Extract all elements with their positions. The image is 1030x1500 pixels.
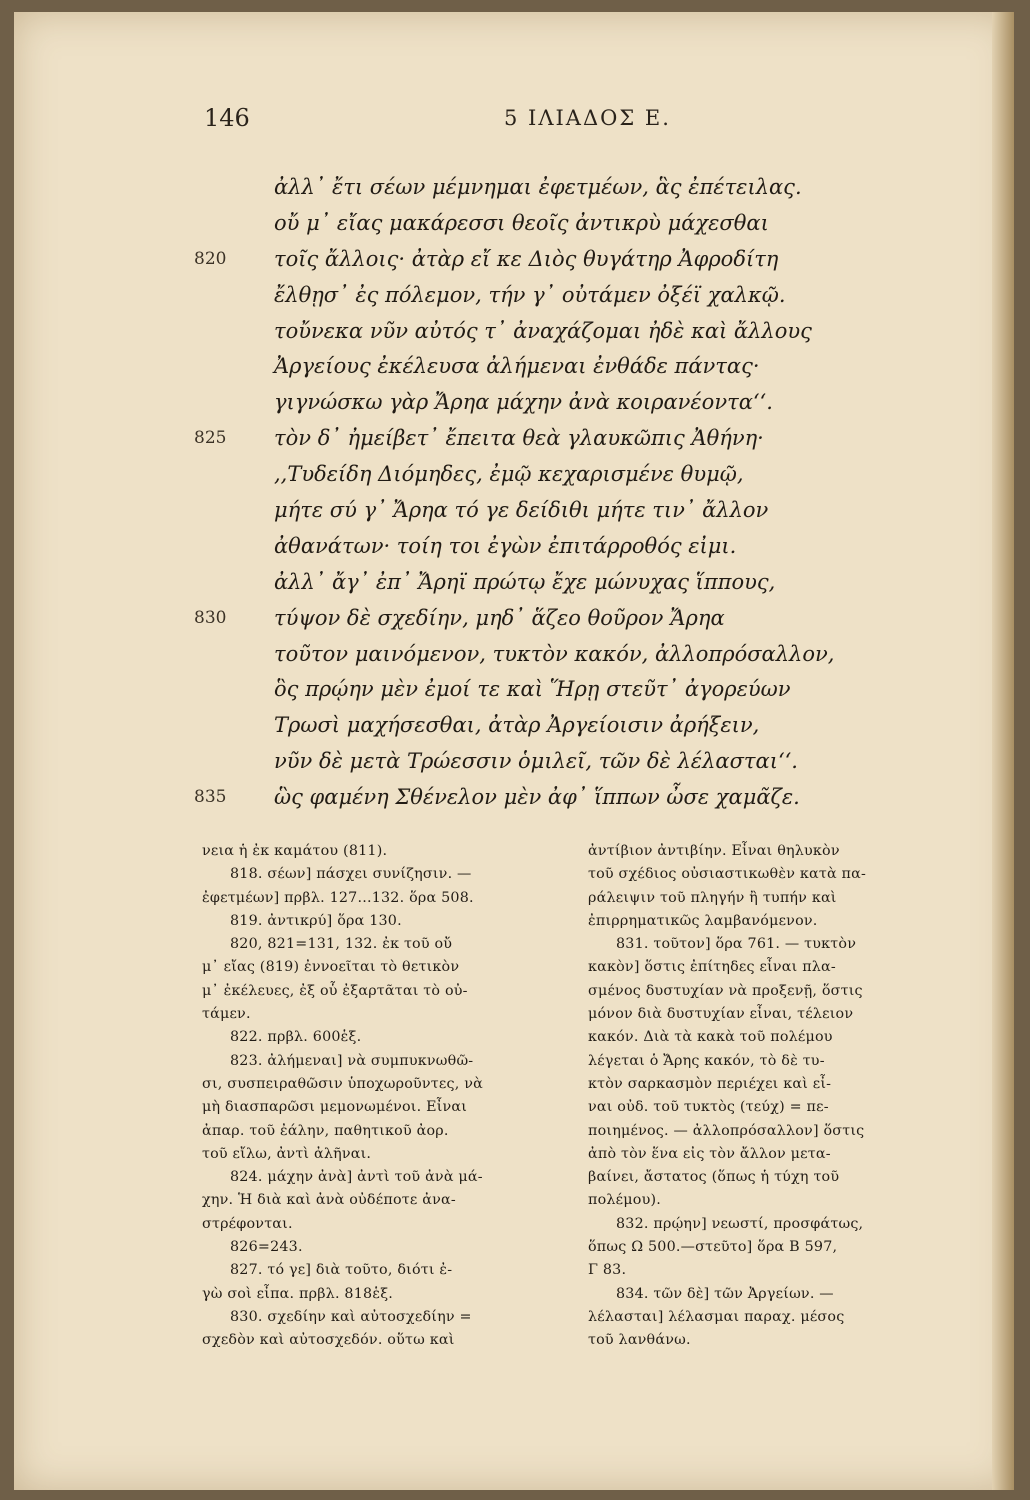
verse-line — [194, 637, 914, 673]
commentary-line: 826=243. — [230, 1239, 303, 1256]
commentary-line: στρέφονται. — [202, 1215, 293, 1232]
commentary-line: σχεδὸν καὶ αὐτοσχεδόν. οὕτω καὶ — [202, 1332, 455, 1349]
verse-number: 835 — [194, 787, 227, 808]
verse-line — [194, 314, 914, 350]
verse-text: ἀλλ᾽ ἄγ᾽ ἐπ᾽ Ἄρηϊ πρώτῳ ἔχε μώνυχας ἵππους, — [274, 569, 776, 594]
commentary-line: ράλειψιν τοῦ πληγήν ἢ τυπήν καὶ — [588, 889, 837, 906]
commentary-line: ναι οὐδ. τοῦ τυκτὸς (τεύχ) = πε- — [588, 1099, 829, 1116]
verse-line — [194, 349, 914, 385]
commentary-line: 827. τό γε] διὰ τοῦτο, διότι ἐ- — [230, 1262, 453, 1279]
verse-number: 830 — [194, 607, 227, 628]
verse-line — [194, 780, 914, 816]
commentary-line: μόνον διὰ δυστυχίαν εἶναι, τέλειον — [588, 1006, 854, 1023]
commentary-line: μὴ διασπαρῶσι μεμονωμένοι. Εἶναι — [202, 1099, 468, 1116]
verse-text: ὃς πρῴην μὲν ἐμοί τε καὶ Ἥρῃ στεῦτ᾽ ἀγορεύων — [274, 677, 791, 702]
commentary-right-column — [588, 840, 958, 1353]
commentary-line: Γ 83. — [588, 1262, 627, 1279]
commentary-line: νεια ἡ ἐκ καμάτου (811). — [202, 843, 388, 859]
running-title: 5 ΙΛΙΑΔΟΣ Ε. — [504, 106, 671, 130]
commentary-line: ἀπὸ τὸν ἕνα εἰς τὸν ἄλλον μετα- — [588, 1145, 831, 1162]
verse-line — [194, 385, 914, 421]
verse-line — [194, 672, 914, 708]
commentary-line: λέγεται ὁ Ἄρης κακόν, τὸ δὲ τυ- — [588, 1052, 825, 1069]
commentary-line: μ᾽ ἐκέλευες, ἐξ οὗ ἐξαρτᾶται τὸ οὐ- — [202, 982, 468, 999]
verse-text: γιγνώσκω γὰρ Ἄρηα μάχην ἀνὰ κοιρανέοντα‘‘. — [274, 390, 773, 415]
verse-line — [194, 744, 914, 780]
verse-text: ,,Τυδείδη Διόμηδες, ἐμῷ κεχαρισμένε θυμῷ, — [274, 462, 744, 487]
commentary-line: 834. τῶν δὲ] τῶν Ἀργείων. — — [616, 1285, 834, 1302]
commentary-line: 820, 821=131, 132. ἐκ τοῦ οὔ — [230, 936, 453, 953]
commentary-line: σμένος δυστυχίαν νὰ προξενῇ, ὅστις — [588, 982, 863, 999]
commentary-line: κτὸν σαρκασμὸν περιέχει καὶ εἶ- — [588, 1075, 832, 1092]
commentary-line: 818. σέων] πάσχει συνίζησιν. — — [230, 866, 472, 883]
commentary-line: ἀντίβιον ἀντιβίην. Εἶναι θηλυκὸν — [588, 843, 840, 859]
verse-line — [194, 565, 914, 601]
commentary-line: ἀπαρ. τοῦ ἐάλην, παθητικοῦ ἀορ. — [202, 1122, 449, 1139]
commentary-line: 823. ἀλήμεναι] νὰ συμπυκνωθῶ- — [230, 1052, 474, 1069]
commentary-line: χην. Ἡ διὰ καὶ ἀνὰ οὐδέποτε ἀνα- — [202, 1192, 456, 1209]
commentary-line: 822. πρβλ. 600ἑξ. — [230, 1029, 362, 1046]
verse-text: τοῖς ἄλλοις· ἀτὰρ εἴ κε Διὸς θυγάτηρ Ἀφροδίτη — [274, 246, 779, 271]
page-number: 146 — [204, 104, 250, 132]
verse-block — [194, 170, 914, 816]
verse-text: οὔ μ᾽ εἴας μακάρεσσι θεοῖς ἀντικρὺ μάχεσθαι — [274, 210, 769, 235]
verse-line — [194, 708, 914, 744]
verse-text: τοῦτον μαινόμενον, τυκτὸν κακόν, ἀλλοπρόσαλλον, — [274, 641, 835, 666]
commentary-line: τοῦ λανθάνω. — [588, 1332, 691, 1349]
page-header — [14, 104, 1014, 144]
verse-text: ἀθανάτων· τοίη τοι ἐγὼν ἐπιτάρροθός εἰμι. — [274, 533, 737, 558]
commentary-left-column — [202, 840, 552, 1353]
commentary-line: βαίνει, ἄστατος (ὅπως ἡ τύχη τοῦ — [588, 1169, 840, 1186]
verse-text: ἀλλ᾽ ἔτι σέων μέμνημαι ἐφετμέων, ἃς ἐπέτειλας. — [274, 175, 802, 199]
verse-text: ὣς φαμένη Σθένελον μὲν ἀφ᾽ ἵππων ὦσε χαμᾶζε. — [274, 785, 800, 810]
verse-number: 825 — [194, 428, 227, 449]
commentary-line: μ᾽ εἴας (819) ἐννοεῖται τὸ θετικὸν — [202, 959, 460, 976]
commentary-line: ὅπως Ω 500.—στεῦτο] ὅρα Β 597, — [588, 1239, 838, 1256]
commentary-line: κακόν. Διὰ τὰ κακὰ τοῦ πολέμου — [588, 1029, 833, 1046]
verse-line — [194, 529, 914, 565]
verse-line — [194, 421, 914, 457]
commentary-line: σι, συσπειραθῶσιν ὑποχωροῦντες, νὰ — [202, 1075, 483, 1092]
commentary-line: 819. ἀντικρύ] ὅρα 130. — [230, 912, 402, 929]
verse-line — [194, 278, 914, 314]
commentary-line: 831. τοῦτον] ὅρα 761. — τυκτὸν — [616, 936, 857, 953]
commentary-line: τοῦ σχέδιος οὐσιαστικωθὲν κατὰ πα- — [588, 866, 867, 883]
verse-number: 820 — [194, 248, 227, 269]
commentary-line: 832. πρῴην] νεωστί, προσφάτως, — [616, 1215, 864, 1232]
commentary-line: 830. σχεδίην καὶ αὐτοσχεδίην = — [230, 1308, 472, 1325]
verse-text: τὸν δ᾽ ἠμείβετ᾽ ἔπειτα θεὰ γλαυκῶπις Ἀθήνη· — [274, 426, 764, 451]
commentary-line: ἐφετμέων] πρβλ. 127...132. ὅρα 508. — [202, 889, 474, 906]
verse-text: Ἀργείους ἐκέλευσα ἀλήμεναι ἐνθάδε πάντας· — [274, 354, 760, 379]
commentary-line: γὼ σοὶ εἶπα. πρβλ. 818ἑξ. — [202, 1285, 394, 1302]
verse-text: τύψον δὲ σχεδίην, μηδ᾽ ἅζεο θοῦρον Ἄρηα — [274, 605, 725, 630]
commentary-line: πολέμου). — [588, 1192, 661, 1209]
commentary-line: λέλασται] λέλασμαι παραχ. μέσος — [588, 1308, 845, 1325]
verse-line — [194, 242, 914, 278]
book-page — [14, 12, 1014, 1490]
verse-text: Τρωσὶ μαχήσεσθαι, ἀτὰρ Ἀργείοισιν ἀρήξειν, — [274, 713, 760, 738]
commentary-line: 824. μάχην ἀνὰ] ἀντὶ τοῦ ἀνὰ μά- — [230, 1169, 483, 1186]
verse-text: ἔλθῃσ᾽ ἐς πόλεμον, τήν γ᾽ οὐτάμεν ὀξέϊ χαλκῷ. — [274, 282, 786, 307]
commentary-line: ποιημένος. — ἀλλοπρόσαλλον] ὅστις — [588, 1122, 865, 1139]
verse-text: νῦν δὲ μετὰ Τρώεσσιν ὁμιλεῖ, τῶν δὲ λέλασται‘‘. — [274, 749, 798, 774]
verse-line — [194, 457, 914, 493]
verse-line — [194, 493, 914, 529]
verse-text: μήτε σύ γ᾽ Ἄρηα τό γε δείδιθι μήτε τιν᾽ ἄλλον — [274, 498, 769, 523]
commentary-line: κακὸν] ὅστις ἐπίτηδες εἶναι πλα- — [588, 959, 836, 976]
verse-line — [194, 170, 914, 206]
verse-line — [194, 206, 914, 242]
page-edge-shadow — [992, 12, 1014, 1490]
verse-text: τοὔνεκα νῦν αὐτός τ᾽ ἀναχάζομαι ἠδὲ καὶ ἄλλους — [274, 318, 812, 343]
commentary-line: ἐπιρρηματικῶς λαμβανόμενον. — [588, 912, 818, 929]
commentary-line: τοῦ εἴλω, ἀντὶ ἀλῆναι. — [202, 1145, 372, 1162]
verse-line — [194, 601, 914, 637]
commentary-line: τάμεν. — [202, 1006, 251, 1023]
